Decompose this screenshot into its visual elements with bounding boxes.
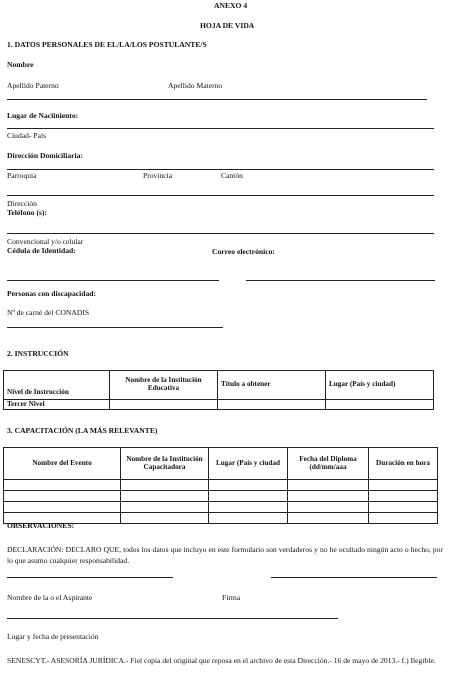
lugar-fecha-label: Lugar y fecha de presentación	[7, 632, 99, 641]
cell-empty[interactable]	[218, 400, 326, 410]
lugar-nacimiento-line	[7, 128, 434, 129]
cell-empty[interactable]	[209, 502, 288, 513]
cell-empty[interactable]	[326, 400, 434, 410]
direccion-domiciliaria-line	[7, 169, 434, 170]
cedula-label: Cédula de Identidad:	[7, 246, 76, 255]
cell-empty[interactable]	[369, 491, 438, 502]
capacitacion-header-row	[4, 448, 438, 480]
cell-empty[interactable]	[288, 491, 369, 502]
nombre-line	[7, 99, 427, 100]
nombre-aspirante-line	[7, 577, 173, 578]
observaciones-label: OBSERVACIONES:	[7, 521, 75, 530]
capacitacion-table	[3, 447, 438, 524]
cell-empty[interactable]	[4, 502, 121, 513]
cell-empty[interactable]	[121, 480, 209, 491]
carne-conadis-label: Nº de carné del CONADIS	[7, 308, 90, 317]
direccion-label: Dirección	[7, 199, 37, 208]
col-institucion-educativa: Nombre de la Institución Educativa	[110, 371, 218, 400]
page-title: HOJA DE VIDA	[200, 21, 255, 30]
cedula-line	[7, 280, 219, 281]
col-lugar: Lugar (País y ciudad)	[326, 371, 434, 400]
cell-empty[interactable]	[121, 513, 209, 524]
section-3-heading: 3. CAPACITACIÓN (LA MÁS RELEVANTE)	[7, 426, 158, 435]
col-nivel-instruccion: Nivel de Instrucción	[4, 371, 110, 400]
table-row	[4, 400, 434, 410]
cell-empty[interactable]	[288, 502, 369, 513]
telefono-line	[7, 233, 434, 234]
col-duracion-hora: Duración en hora	[369, 448, 438, 480]
cell-empty[interactable]	[121, 491, 209, 502]
discapacidad-label: Personas con discapacidad:	[7, 289, 97, 298]
cell-empty[interactable]	[4, 491, 121, 502]
section-1-heading: 1. DATOS PERSONALES DE EL/LA/LOS POSTULANTE/S	[7, 40, 207, 49]
cell-empty[interactable]	[369, 502, 438, 513]
col-fecha-diploma: Fecha del Diploma (dd/mm/aaa	[288, 448, 369, 480]
cell-tercer-nivel: Tercer Nivel	[4, 400, 110, 410]
firma-label: Firma	[222, 593, 241, 602]
apellido-materno-label: Apellido Materno	[168, 81, 223, 90]
section-2-heading: 2. INSTRUCCIÓN	[7, 349, 69, 358]
instruccion-header-row	[4, 371, 434, 400]
correo-line	[246, 280, 435, 281]
telefono-label: Teléfono (s):	[7, 208, 48, 217]
table-row	[4, 491, 438, 502]
cell-empty[interactable]	[4, 480, 121, 491]
direccion-line	[7, 195, 434, 196]
cell-empty[interactable]	[209, 480, 288, 491]
convencional-celular-label: Convencional y/o celular	[7, 237, 84, 246]
cell-empty[interactable]	[288, 513, 369, 524]
nombre-label: Nombre	[7, 60, 34, 69]
col-titulo-obtener: Título a obtener	[218, 371, 326, 400]
cell-empty[interactable]	[288, 480, 369, 491]
provincia-label: Provincia	[143, 171, 173, 180]
cell-empty[interactable]	[110, 400, 218, 410]
instruccion-table	[3, 370, 434, 410]
canton-label: Cantón	[221, 171, 243, 180]
declaracion-text: DECLARACIÓN: DECLARO QUE, todos los datos que incluyo en este formulario son verdaderos y no he ocultado ningún acto o hecho, por lo que asumo cualquier responsabilidad.	[7, 545, 443, 565]
table-row	[4, 502, 438, 513]
cell-empty[interactable]	[369, 513, 438, 524]
correo-label: Correo electrónico:	[212, 247, 275, 256]
cell-empty[interactable]	[121, 502, 209, 513]
col-institucion-capacitadora: Nombre de la Institución Capacitadora	[121, 448, 209, 480]
cell-empty[interactable]	[209, 491, 288, 502]
parroquia-label: Parroquia	[7, 171, 37, 180]
carne-conadis-line	[7, 327, 223, 328]
ciudad-pais-label: Ciudad- País	[7, 131, 47, 140]
cell-empty[interactable]	[369, 480, 438, 491]
col-nombre-evento: Nombre del Evento	[4, 448, 121, 480]
direccion-domiciliaria-label: Dirección Domiciliaria:	[7, 151, 83, 160]
cell-empty[interactable]	[209, 513, 288, 524]
firma-line	[271, 577, 437, 578]
lugar-nacimiento-label: Lugar de Naciiniento:	[7, 111, 79, 120]
lugar-fecha-line	[7, 618, 338, 619]
annex-label: ANEXO 4	[214, 1, 248, 10]
footer-note: SENESCYT.- ASESORÍA JURÍDICA.- Fiel copia del original que reposa en el archivo de esta Dirección.- 16 de mayo de 2013.- f.) Ilegible.	[7, 656, 436, 665]
nombre-aspirante-label: Nombre de la o el Aspirante	[7, 593, 93, 602]
apellido-paterno-label: Apellido Paterno	[7, 81, 59, 90]
table-row	[4, 480, 438, 491]
col-lugar-pais-ciudad: Lugar (País y ciudad	[209, 448, 288, 480]
